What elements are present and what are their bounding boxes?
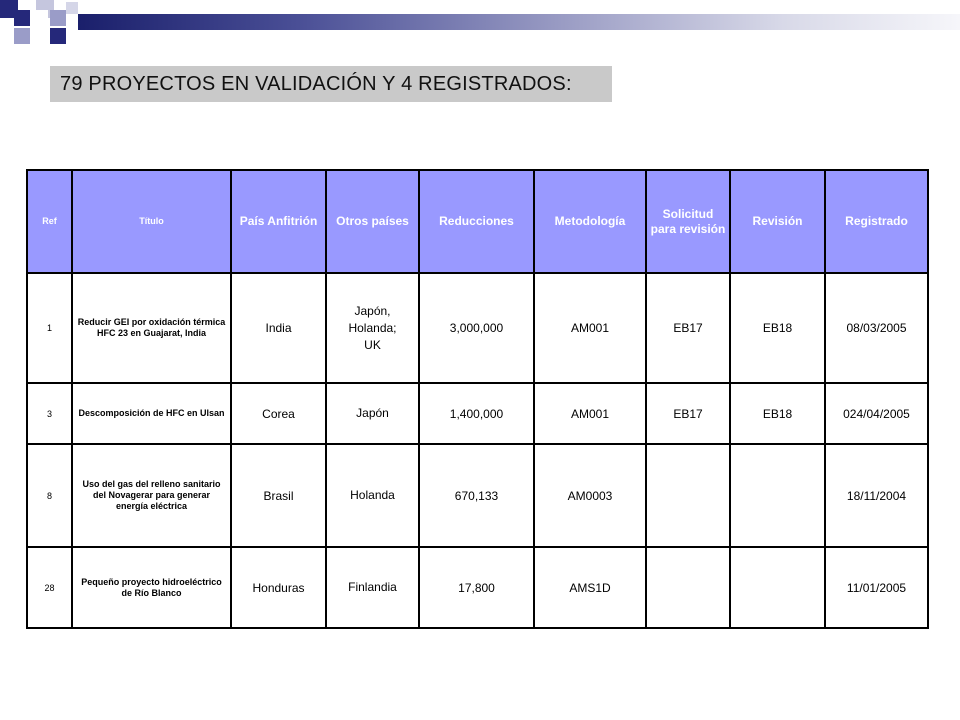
decor-square	[32, 28, 48, 44]
decor-square	[14, 28, 30, 44]
slide-title: 79 PROYECTOS EN VALIDACIÓN Y 4 REGISTRADOS:	[50, 66, 612, 102]
cell-otros: Japón	[326, 383, 419, 444]
cell-solicitud	[646, 547, 730, 628]
cell-pais: India	[231, 273, 326, 383]
decor-square	[50, 10, 66, 26]
cell-registrado: 024/04/2005	[825, 383, 928, 444]
cell-reducciones: 670,133	[419, 444, 534, 547]
cell-ref: 28	[27, 547, 72, 628]
cell-pais: Corea	[231, 383, 326, 444]
table-row	[27, 383, 928, 444]
decor-square	[14, 10, 30, 26]
cell-titulo: Reducir GEI por oxidación térmica HFC 23 en Guajarat, India	[72, 273, 231, 383]
cell-reducciones: 1,400,000	[419, 383, 534, 444]
header-revision: Revisión	[730, 170, 825, 273]
cell-registrado: 08/03/2005	[825, 273, 928, 383]
cell-pais: Honduras	[231, 547, 326, 628]
header-ref: Ref	[27, 170, 72, 273]
cell-revision	[730, 547, 825, 628]
cell-revision: EB18	[730, 383, 825, 444]
otros-line: Japón,	[354, 303, 391, 318]
decor-square	[66, 2, 78, 14]
cell-ref: 8	[27, 444, 72, 547]
table-row	[27, 444, 928, 547]
cell-ref: 3	[27, 383, 72, 444]
otros-line: UK	[364, 337, 381, 352]
cell-otros: Holanda	[326, 444, 419, 547]
cell-titulo: Descomposición de HFC en Ulsan	[72, 383, 231, 444]
otros-line: Holanda;	[348, 320, 397, 335]
decor-square	[50, 28, 66, 44]
cell-otros	[326, 273, 419, 383]
header-registrado: Registrado	[825, 170, 928, 273]
header-pais: País Anfitrión	[231, 170, 326, 273]
cell-otros: Finlandia	[326, 547, 419, 628]
header-reducciones: Reducciones	[419, 170, 534, 273]
cell-solicitud: EB17	[646, 383, 730, 444]
cell-registrado: 11/01/2005	[825, 547, 928, 628]
cell-pais: Brasil	[231, 444, 326, 547]
cell-revision: EB18	[730, 273, 825, 383]
cell-registrado: 18/11/2004	[825, 444, 928, 547]
table-header-row	[27, 170, 928, 273]
cell-metodologia: AM0003	[534, 444, 646, 547]
table-row	[27, 273, 928, 383]
cell-solicitud	[646, 444, 730, 547]
header-metodologia: Metodología	[534, 170, 646, 273]
gradient-bar	[78, 14, 960, 30]
table-row	[27, 547, 928, 628]
decor-square	[32, 10, 48, 26]
cell-reducciones: 17,800	[419, 547, 534, 628]
projects-table	[26, 169, 929, 629]
cell-metodologia: AM001	[534, 273, 646, 383]
header-solicitud: Solicitud para revisión	[646, 170, 730, 273]
cell-metodologia: AM001	[534, 383, 646, 444]
cell-titulo: Uso del gas del relleno sanitario del Novagerar para generar energía eléctrica	[72, 444, 231, 547]
header-otros: Otros países	[326, 170, 419, 273]
cell-solicitud: EB17	[646, 273, 730, 383]
cell-revision	[730, 444, 825, 547]
cell-metodologia: AMS1D	[534, 547, 646, 628]
decorative-header-band	[0, 0, 960, 50]
header-titulo: Título	[72, 170, 231, 273]
cell-titulo: Pequeño proyecto hidroeléctrico de Río Blanco	[72, 547, 231, 628]
cell-reducciones: 3,000,000	[419, 273, 534, 383]
cell-ref: 1	[27, 273, 72, 383]
